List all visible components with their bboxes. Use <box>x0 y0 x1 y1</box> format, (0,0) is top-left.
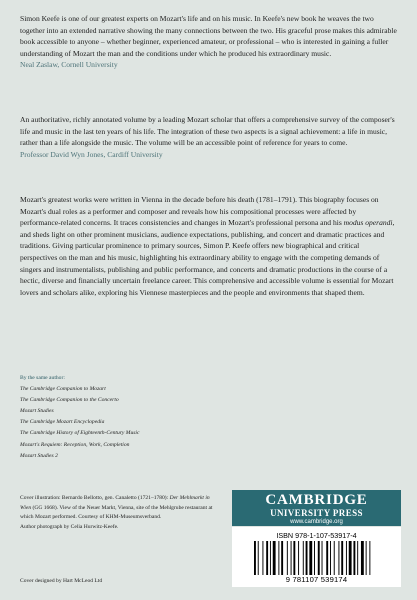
review-text: Simon Keefe is one of our greatest experts on Mozart's life and on his music. In Keefe's new book he weaves the two together into an extended narrative showing the many connections between the two. His graceful prose makes this admirable book accessible to anyone – whether beginner, experienced amateur, or professional – who is interested in gaining a fuller understanding of Mozart the man and the conditions under which he produced his extraordinary music. <box>20 14 397 58</box>
description-emphasis: modus operandi <box>343 218 393 228</box>
book-title-item: The Cambridge Companion to the Concerto <box>20 397 119 404</box>
cover-note-text-continued: (GG 1668). View of the Neuer Markt, Vienna, site of the Mehlgrube restaurant at which Mozart performed. Courtesy of KHM-Museumsverband. <box>20 504 213 521</box>
publisher-url: www.cambridge.org <box>290 519 343 525</box>
cover-illustration-notes <box>20 494 216 532</box>
review-attribution: Professor David Wyn Jones, Cardiff University <box>20 149 163 159</box>
publisher-logo <box>232 490 401 526</box>
barcode-digits: 9 781107 539174 <box>285 575 348 584</box>
book-description <box>20 194 398 298</box>
review-text: An authoritative, richly annotated volume by a leading Mozart scholar that offers a comprehensive survey of the composer's life and music in the last ten years of his life. The integration of these two aspects is a signal achievement: a life in music, rather than a life alongside the music. The volume will be an accessible point of reference for years to come. <box>20 115 395 148</box>
description-text-continued: , and sheds light on other prominent musicians, audience expectations, publishing, and concert and dramatic practices and traditions. Giving particular prominence to primary sources, Simon P. Keefe offers new biographical and critical perspectives on the man and his music, highlighting his extraordinary ability to engage with the competing demands of singers and instrumentalists, publishing and public performance, and concerts and dramatic productions in the course of a hectic, diverse and financially uncertain freelance career. This comprehensive and accessible volume is essential for Mozart lovers and scholars alike, exploring his Viennese masterpieces and the people and environments that shaped them. <box>20 218 395 297</box>
isbn-label: ISBN 978-1-107-53917-4 <box>276 531 357 540</box>
design-credit: Cover designed by Hart McLeod Ltd <box>20 578 103 584</box>
publisher-name: CAMBRIDGE <box>265 492 368 508</box>
book-title-item: The Cambridge Mozart Encyclopedia <box>20 419 105 426</box>
same-author-list <box>20 373 139 462</box>
review-blurb <box>20 114 398 160</box>
book-title-item: Mozart Studies <box>20 408 54 415</box>
description-text: Mozart's greatest works were written in Vienna in the decade before his death (1781–1791). This biography focuses on Mozart's dual roles as a performer and composer and reveals how his compositional processes were affected by performance-related concerns. It traces consistencies and changes in Mozart's professional persona and his <box>20 195 379 228</box>
cover-note-text: Cover illustration: Bernardo Bellotto, gen. Canaletto (1721–1780): <box>20 495 170 501</box>
review-blurb <box>20 13 398 71</box>
book-title-item: Mozart's Requiem: Reception, Work, Completion <box>20 441 130 448</box>
same-author-heading: By the same author: <box>20 375 65 381</box>
publisher-press: UNIVERSITY PRESS <box>270 508 363 518</box>
book-title-item: The Cambridge Companion to Mozart <box>20 386 106 393</box>
book-title-item: Mozart Studies 2 <box>20 452 58 459</box>
author-photo-credit: Author photograph by Celia Hurwitz-Keefe. <box>20 523 119 530</box>
painting-title: Der Mehlmarkt in Wien <box>20 495 210 511</box>
barcode-icon <box>254 541 379 575</box>
review-attribution: Neal Zaslaw, Cornell University <box>20 60 118 70</box>
barcode-panel <box>232 527 401 587</box>
book-title-item: The Cambridge History of Eighteenth-Century Music <box>20 430 140 437</box>
